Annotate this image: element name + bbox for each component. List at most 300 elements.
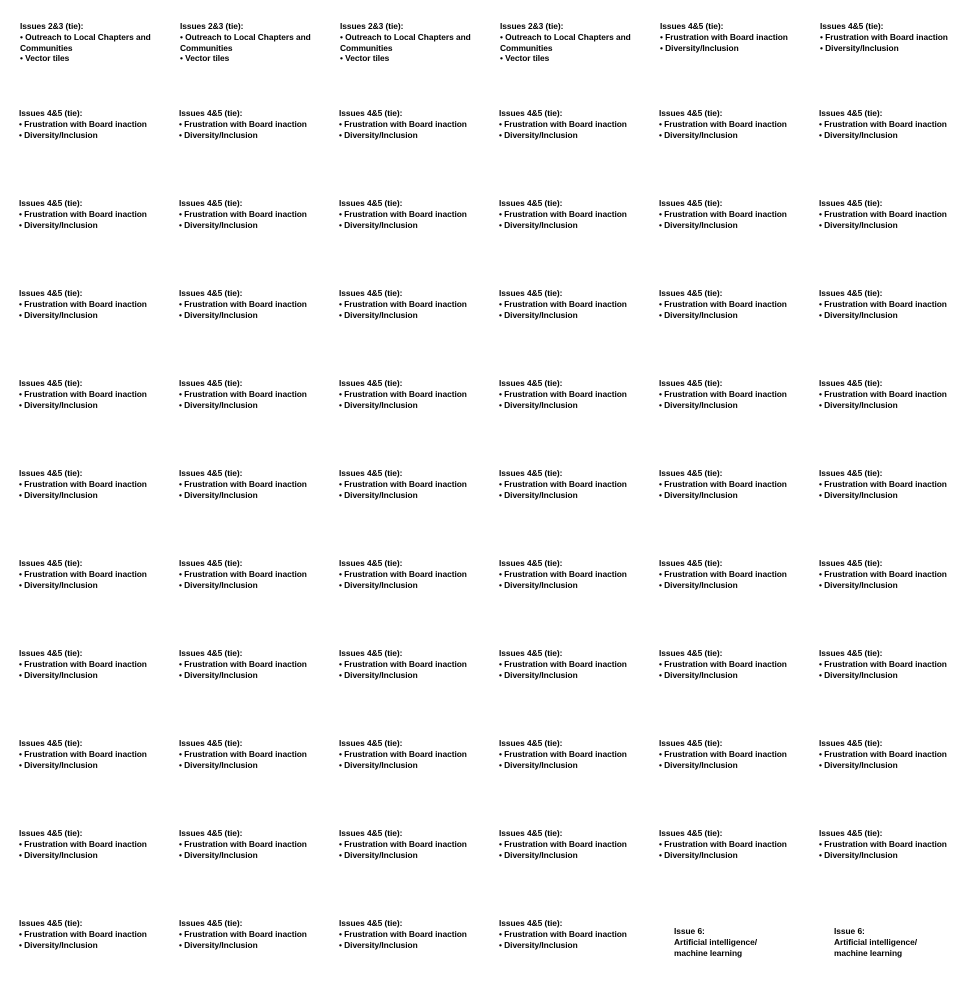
grid-cell	[160, 450, 320, 540]
bullet-text: Frustration with Board inaction	[824, 118, 947, 129]
grid-cell	[0, 810, 160, 900]
tile-bullet-item	[819, 760, 955, 771]
grid-cell	[800, 360, 960, 450]
tile-bullet-item	[820, 32, 956, 43]
bullet-text: Diversity/Inclusion	[824, 219, 898, 230]
bullet-icon: •	[19, 838, 22, 849]
tile-title: Issues 4&5 (tie):	[660, 21, 724, 31]
tile-bullet-item	[19, 389, 155, 400]
bullet-icon: •	[659, 489, 662, 500]
bullet-text: Frustration with Board inaction	[24, 208, 147, 219]
bullet-icon: •	[819, 579, 822, 590]
issues-tile	[19, 198, 155, 230]
bullet-text: Frustration with Board inaction	[504, 928, 627, 939]
bullet-text: Frustration with Board inaction	[504, 208, 627, 219]
bullet-icon: •	[339, 219, 342, 230]
grid-cell	[800, 630, 960, 720]
bullet-text: Diversity/Inclusion	[824, 489, 898, 500]
bullet-text: Frustration with Board inaction	[504, 298, 627, 309]
tile-title: Issues 4&5 (tie):	[659, 288, 723, 298]
bullet-icon: •	[339, 568, 342, 579]
issues-tile	[499, 108, 635, 140]
bullet-text: Diversity/Inclusion	[184, 129, 258, 140]
tile-bullet-item	[819, 400, 955, 411]
tile-bullet-item	[20, 32, 156, 54]
tile-bullet-item	[179, 850, 315, 861]
bullet-text: Diversity/Inclusion	[504, 489, 578, 500]
tile-title: Issues 2&3 (tie):	[340, 21, 404, 31]
bullet-text: Vector tiles	[505, 53, 550, 64]
tile-bullet-item	[339, 209, 475, 220]
issues-tile	[659, 288, 795, 320]
tile-bullet-item	[19, 569, 155, 580]
issues-tile	[339, 648, 475, 680]
bullet-text: Frustration with Board inaction	[24, 568, 147, 579]
grid-cell	[160, 180, 320, 270]
grid-cell	[480, 180, 640, 270]
bullet-text: Diversity/Inclusion	[344, 219, 418, 230]
tile-title: Issues 4&5 (tie):	[339, 648, 403, 658]
bullet-icon: •	[339, 939, 342, 950]
bullet-icon: •	[659, 208, 662, 219]
tile-bullet-item	[19, 839, 155, 850]
grid-cell	[640, 540, 800, 630]
tile-title: Issues 4&5 (tie):	[19, 378, 83, 388]
bullet-icon: •	[339, 388, 342, 399]
grid-cell	[640, 810, 800, 900]
bullet-icon: •	[499, 309, 502, 320]
bullet-text: Frustration with Board inaction	[24, 298, 147, 309]
bullet-icon: •	[500, 31, 503, 42]
bullet-text: Diversity/Inclusion	[184, 759, 258, 770]
bullet-icon: •	[660, 31, 663, 42]
bullet-icon: •	[19, 129, 22, 140]
bullet-text: Diversity/Inclusion	[824, 849, 898, 860]
bullet-text: Diversity/Inclusion	[824, 669, 898, 680]
tile-bullet-item	[180, 53, 316, 64]
tile-title: Issues 4&5 (tie):	[659, 558, 723, 568]
tile-title: Issues 4&5 (tie):	[819, 648, 883, 658]
bullet-icon: •	[499, 658, 502, 669]
tile-title: Issues 4&5 (tie):	[179, 198, 243, 208]
tile-bullet-item	[499, 389, 635, 400]
bullet-text: Diversity/Inclusion	[824, 579, 898, 590]
bullet-text: Diversity/Inclusion	[504, 219, 578, 230]
tile-bullet-item	[179, 299, 315, 310]
bullet-icon: •	[500, 53, 503, 64]
tile-bullet-item	[19, 940, 155, 951]
bullet-text: Diversity/Inclusion	[184, 939, 258, 950]
tile-bullet-item	[659, 850, 795, 861]
tile-bullet-item	[659, 670, 795, 681]
tile-bullet-item	[499, 760, 635, 771]
tile-bullet-item	[499, 490, 635, 501]
bullet-icon: •	[659, 298, 662, 309]
grid-cell	[320, 360, 480, 450]
tile-bullet-item	[179, 839, 315, 850]
grid-cell	[160, 90, 320, 180]
issues-tile	[180, 21, 316, 64]
tile-title: Issues 4&5 (tie):	[819, 378, 883, 388]
tile-bullet-item	[19, 299, 155, 310]
grid-cell	[160, 630, 320, 720]
bullet-text: Frustration with Board inaction	[344, 748, 467, 759]
tile-bullet-item	[339, 299, 475, 310]
tile-bullet-item	[499, 130, 635, 141]
bullet-icon: •	[179, 928, 182, 939]
tile-bullet-item	[819, 670, 955, 681]
bullet-icon: •	[340, 53, 343, 64]
grid-cell	[480, 540, 640, 630]
tile-title: Issues 4&5 (tie):	[499, 558, 563, 568]
tile-bullet-item	[819, 850, 955, 861]
bullet-icon: •	[179, 399, 182, 410]
tile-bullet-item	[339, 670, 475, 681]
grid-cell	[320, 270, 480, 360]
tile-title: Issues 4&5 (tie):	[179, 648, 243, 658]
bullet-icon: •	[19, 568, 22, 579]
tile-bullet-item	[659, 119, 795, 130]
tile-title: Issues 4&5 (tie):	[179, 828, 243, 838]
tile-title: Issues 4&5 (tie):	[499, 108, 563, 118]
bullet-text: Frustration with Board inaction	[824, 838, 947, 849]
bullet-icon: •	[820, 42, 823, 53]
bullet-text: Frustration with Board inaction	[184, 928, 307, 939]
tile-bullet-item	[819, 389, 955, 400]
bullet-icon: •	[339, 748, 342, 759]
issues-tile	[819, 558, 955, 590]
grid-cell	[480, 90, 640, 180]
tile-title: Issues 4&5 (tie):	[19, 108, 83, 118]
bullet-text: Vector tiles	[185, 53, 230, 64]
bullet-text: Diversity/Inclusion	[664, 489, 738, 500]
bullet-icon: •	[339, 579, 342, 590]
bullet-icon: •	[19, 219, 22, 230]
tile-title: Issues 4&5 (tie):	[499, 648, 563, 658]
tile-bullet-item	[179, 310, 315, 321]
bullet-text: Frustration with Board inaction	[664, 748, 787, 759]
bullet-text: Frustration with Board inaction	[24, 118, 147, 129]
tile-bullet-item	[659, 659, 795, 670]
tile-bullet-item	[340, 32, 476, 54]
bullet-icon: •	[499, 939, 502, 950]
bullet-icon: •	[19, 118, 22, 129]
tile-title: Issues 4&5 (tie):	[659, 378, 723, 388]
issues-tile	[499, 648, 635, 680]
bullet-icon: •	[179, 208, 182, 219]
bullet-icon: •	[339, 309, 342, 320]
bullet-text: Diversity/Inclusion	[825, 42, 899, 53]
bullet-text: Frustration with Board inaction	[824, 388, 947, 399]
bullet-icon: •	[499, 129, 502, 140]
issues-tile	[659, 108, 795, 140]
tile-bullet-item	[499, 569, 635, 580]
bullet-text: Diversity/Inclusion	[504, 579, 578, 590]
tile-bullet-item	[500, 53, 636, 64]
grid-cell	[0, 0, 160, 90]
issue-6-tile	[674, 926, 800, 958]
tile-title: Issues 4&5 (tie):	[179, 558, 243, 568]
bullet-text: Frustration with Board inaction	[184, 208, 307, 219]
issues-tile	[659, 738, 795, 770]
bullet-text: Frustration with Board inaction	[664, 208, 787, 219]
issues-tile	[19, 288, 155, 320]
bullet-text: Frustration with Board inaction	[824, 478, 947, 489]
bullet-icon: •	[499, 838, 502, 849]
bullet-icon: •	[819, 669, 822, 680]
tile-bullet-item	[339, 940, 475, 951]
bullet-icon: •	[19, 309, 22, 320]
tile-bullet-item	[19, 220, 155, 231]
tile-bullet-item	[19, 929, 155, 940]
bullet-text: Diversity/Inclusion	[664, 759, 738, 770]
grid-cell	[480, 630, 640, 720]
tile-bullet-item	[499, 119, 635, 130]
bullet-icon: •	[659, 658, 662, 669]
tile-bullet-item	[339, 749, 475, 760]
tile-title: Issues 4&5 (tie):	[659, 738, 723, 748]
issues-tile	[19, 738, 155, 770]
grid-cell	[480, 450, 640, 540]
tile-title: Issues 4&5 (tie):	[819, 288, 883, 298]
bullet-icon: •	[20, 31, 23, 42]
tile-title: Issues 4&5 (tie):	[19, 558, 83, 568]
bullet-icon: •	[179, 579, 182, 590]
issues-tile	[499, 828, 635, 860]
bullet-text: Diversity/Inclusion	[664, 579, 738, 590]
issues-tile	[179, 198, 315, 230]
tile-bullet-item	[499, 749, 635, 760]
tile-bullet-item	[19, 130, 155, 141]
issue-6-tile	[834, 926, 960, 958]
bullet-text: Diversity/Inclusion	[504, 309, 578, 320]
bullet-icon: •	[179, 849, 182, 860]
issues-tile	[819, 108, 955, 140]
bullet-icon: •	[659, 759, 662, 770]
tile-bullet-item	[339, 850, 475, 861]
bullet-text: Diversity/Inclusion	[344, 939, 418, 950]
issues-tile	[659, 378, 795, 410]
bullet-icon: •	[339, 208, 342, 219]
tile-title: Issues 4&5 (tie):	[19, 468, 83, 478]
grid-cell	[320, 540, 480, 630]
bullet-text: Frustration with Board inaction	[824, 208, 947, 219]
grid-cell	[320, 450, 480, 540]
bullet-text: Diversity/Inclusion	[504, 759, 578, 770]
tile-bullet-item	[339, 569, 475, 580]
issues-tile	[19, 378, 155, 410]
bullet-icon: •	[819, 658, 822, 669]
bullet-icon: •	[819, 388, 822, 399]
bullet-icon: •	[180, 31, 183, 42]
bullet-icon: •	[819, 478, 822, 489]
bullet-icon: •	[19, 399, 22, 410]
bullet-text: Frustration with Board inaction	[184, 658, 307, 669]
bullet-text: Frustration with Board inaction	[24, 838, 147, 849]
bullet-icon: •	[19, 759, 22, 770]
tile-title: Issues 4&5 (tie):	[19, 918, 83, 928]
bullet-text: Diversity/Inclusion	[24, 939, 98, 950]
bullet-icon: •	[339, 298, 342, 309]
grid-cell	[480, 810, 640, 900]
tile-title: Issues 4&5 (tie):	[499, 468, 563, 478]
bullet-icon: •	[819, 489, 822, 500]
bullet-icon: •	[179, 388, 182, 399]
bullet-text: Diversity/Inclusion	[184, 309, 258, 320]
tile-bullet-item	[500, 32, 636, 54]
bullet-text: Frustration with Board inaction	[344, 208, 467, 219]
tile-bullet-item	[659, 839, 795, 850]
issues-tile	[19, 648, 155, 680]
tile-text-line: Artificial intelligence/	[674, 936, 758, 947]
tile-title: Issues 4&5 (tie):	[179, 918, 243, 928]
bullet-icon: •	[339, 759, 342, 770]
bullet-icon: •	[499, 489, 502, 500]
bullet-icon: •	[499, 849, 502, 860]
bullet-text: Diversity/Inclusion	[665, 42, 739, 53]
tile-bullet-item	[499, 659, 635, 670]
tile-bullet-item	[499, 580, 635, 591]
grid-cell	[640, 720, 800, 810]
tile-title: Issues 4&5 (tie):	[659, 648, 723, 658]
tile-title: Issues 4&5 (tie):	[19, 198, 83, 208]
issues-tile	[339, 468, 475, 500]
bullet-icon: •	[660, 42, 663, 53]
tile-bullet-item	[179, 490, 315, 501]
issues-tile	[339, 378, 475, 410]
bullet-icon: •	[659, 388, 662, 399]
bullet-icon: •	[819, 748, 822, 759]
tile-bullet-item	[19, 580, 155, 591]
bullet-text: Diversity/Inclusion	[24, 309, 98, 320]
bullet-icon: •	[179, 478, 182, 489]
issues-tile	[820, 21, 956, 53]
bullet-icon: •	[659, 129, 662, 140]
bullet-icon: •	[19, 298, 22, 309]
bullet-text: Diversity/Inclusion	[24, 669, 98, 680]
issues-tile	[19, 108, 155, 140]
bullet-icon: •	[659, 309, 662, 320]
tile-title: Issues 4&5 (tie):	[819, 108, 883, 118]
bullet-icon: •	[659, 838, 662, 849]
bullet-text: Diversity/Inclusion	[344, 129, 418, 140]
tile-title: Issue 6:	[674, 926, 705, 936]
bullet-icon: •	[179, 759, 182, 770]
bullet-text: Diversity/Inclusion	[344, 309, 418, 320]
issues-tile	[179, 558, 315, 590]
bullet-text: Frustration with Board inaction	[344, 298, 467, 309]
tile-title: Issues 4&5 (tie):	[339, 378, 403, 388]
issues-tile	[179, 288, 315, 320]
bullet-text: Frustration with Board inaction	[344, 388, 467, 399]
tile-bullet-item	[659, 209, 795, 220]
bullet-icon: •	[179, 669, 182, 680]
bullet-text: Diversity/Inclusion	[824, 309, 898, 320]
issues-tile	[499, 288, 635, 320]
issues-tile	[179, 468, 315, 500]
bullet-text: Diversity/Inclusion	[664, 849, 738, 860]
bullet-icon: •	[499, 669, 502, 680]
bullet-text: Diversity/Inclusion	[184, 669, 258, 680]
grid-cell	[640, 900, 800, 990]
tile-bullet-item	[660, 32, 796, 43]
bullet-icon: •	[179, 489, 182, 500]
tile-title: Issues 4&5 (tie):	[339, 558, 403, 568]
tile-bullet-item	[180, 32, 316, 54]
tile-bullet-item	[499, 299, 635, 310]
bullet-icon: •	[19, 928, 22, 939]
issues-tile	[19, 468, 155, 500]
bullet-icon: •	[339, 849, 342, 860]
bullet-text: Diversity/Inclusion	[664, 129, 738, 140]
tile-title: Issues 4&5 (tie):	[19, 828, 83, 838]
tile-bullet-item	[819, 580, 955, 591]
bullet-icon: •	[820, 31, 823, 42]
tile-bullet-item	[340, 53, 476, 64]
issues-tile	[659, 198, 795, 230]
tile-title: Issues 4&5 (tie):	[179, 738, 243, 748]
tile-title: Issues 4&5 (tie):	[339, 198, 403, 208]
tile-bullet-item	[179, 209, 315, 220]
tile-title: Issues 2&3 (tie):	[500, 21, 564, 31]
bullet-text: Diversity/Inclusion	[824, 399, 898, 410]
grid-cell	[160, 0, 320, 90]
bullet-icon: •	[499, 298, 502, 309]
bullet-icon: •	[339, 838, 342, 849]
bullet-text: Diversity/Inclusion	[504, 399, 578, 410]
issues-tile	[499, 378, 635, 410]
tile-bullet-item	[819, 130, 955, 141]
bullet-icon: •	[499, 208, 502, 219]
bullet-text: Frustration with Board inaction	[184, 568, 307, 579]
tile-bullet-item	[339, 119, 475, 130]
issues-tile	[499, 468, 635, 500]
bullet-icon: •	[819, 849, 822, 860]
bullet-text: Diversity/Inclusion	[344, 759, 418, 770]
tile-bullet-item	[19, 490, 155, 501]
tile-title: Issues 4&5 (tie):	[339, 108, 403, 118]
grid-cell	[800, 180, 960, 270]
bullet-text: Frustration with Board inaction	[24, 928, 147, 939]
bullet-icon: •	[179, 129, 182, 140]
bullet-icon: •	[819, 129, 822, 140]
tile-title: Issues 4&5 (tie):	[499, 378, 563, 388]
bullet-text: Frustration with Board inaction	[24, 658, 147, 669]
bullet-icon: •	[19, 478, 22, 489]
bullet-icon: •	[339, 489, 342, 500]
bullet-icon: •	[19, 658, 22, 669]
bullet-text: Frustration with Board inaction	[664, 388, 787, 399]
issues-tile	[499, 558, 635, 590]
bullet-text: Diversity/Inclusion	[24, 219, 98, 230]
tile-bullet-item	[179, 929, 315, 940]
grid-cell	[320, 0, 480, 90]
grid-cell	[640, 360, 800, 450]
tile-bullet-item	[19, 400, 155, 411]
tile-bullet-item	[659, 479, 795, 490]
bullet-icon: •	[179, 658, 182, 669]
grid-cell	[320, 720, 480, 810]
issues-tile	[339, 738, 475, 770]
tile-bullet-item	[20, 53, 156, 64]
bullet-text: Frustration with Board inaction	[504, 478, 627, 489]
tile-bullet-item	[19, 670, 155, 681]
tile-bullet-item	[659, 760, 795, 771]
tile-bullet-item	[19, 659, 155, 670]
grid-cell	[0, 360, 160, 450]
bullet-text: Frustration with Board inaction	[184, 118, 307, 129]
bullet-icon: •	[180, 53, 183, 64]
